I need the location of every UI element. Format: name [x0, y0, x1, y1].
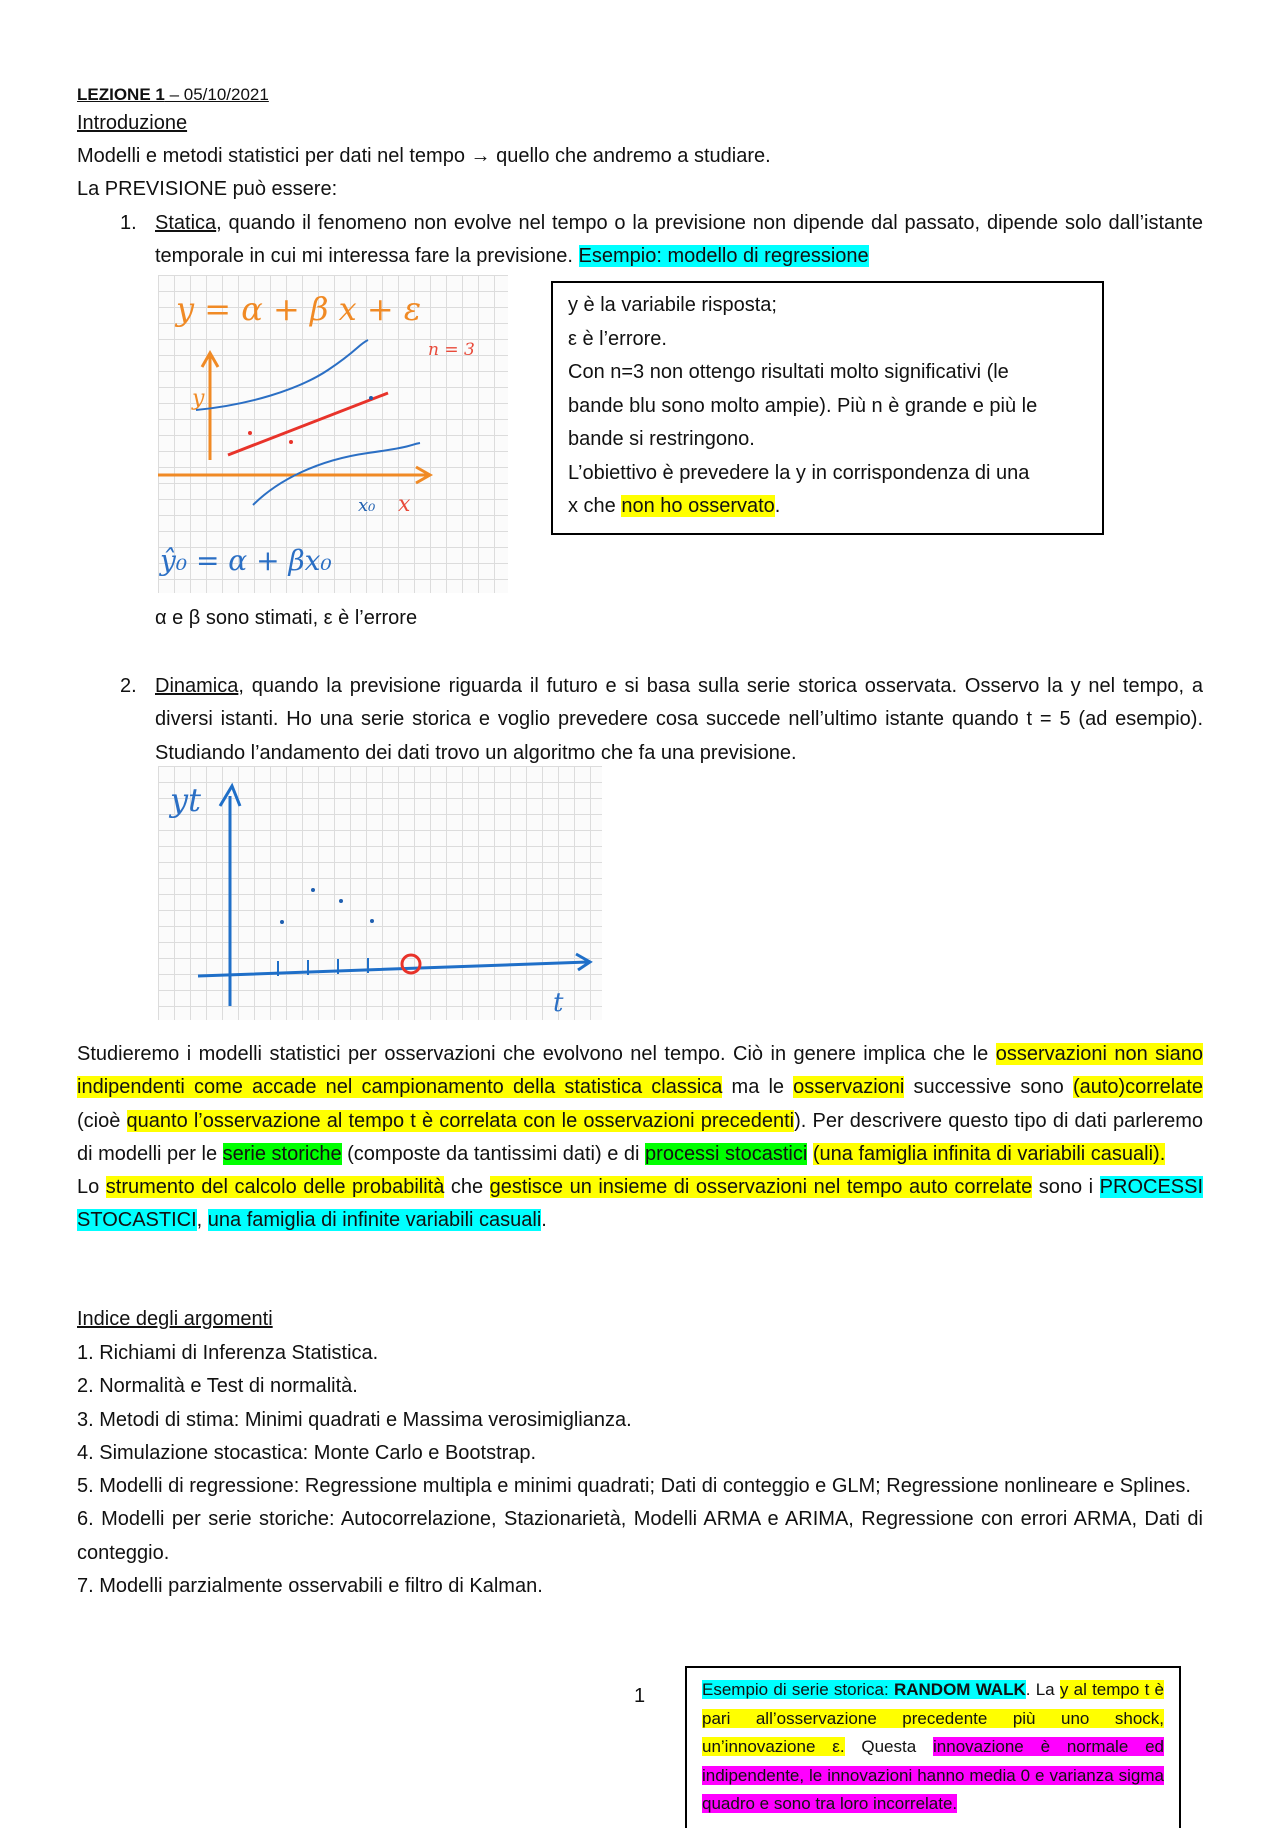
- study-text: Lo: [77, 1176, 106, 1199]
- estimate-formula: ŷ₀ = α + βx₀: [160, 544, 332, 577]
- note-text: x che: [568, 495, 622, 517]
- study-text: Studieremo i modelli statistici per osservazioni che evolvono nel tempo. Ciò in genere implica che le: [77, 1043, 996, 1065]
- item-1-text: , quando il fenomeno non evolve nel tempo o la previsione non dipende dal passato, dipende solo dall’istante temporale in cui mi interessa fare la previsione.: [155, 212, 1203, 268]
- observation-point: [339, 899, 343, 903]
- index-item: 3. Metodi di stima: Minimi quadrati e Massima verosimiglianza.: [77, 1408, 632, 1431]
- study-highlight: una famiglia di infinite variabili casuali: [207, 1209, 542, 1232]
- upper-band: [196, 340, 368, 410]
- study-highlight: quanto l’osservazione al tempo t è correlata con le osservazioni precedenti: [126, 1109, 795, 1132]
- note-line: bande si restringono.: [568, 428, 755, 450]
- intro-line-2: La PREVISIONE può essere:: [77, 178, 338, 200]
- data-point: [369, 396, 373, 400]
- item-2-paragraph: [155, 670, 1203, 770]
- note-text: . La: [1025, 1680, 1060, 1699]
- study-text: (composte da tantissimi dati) e di: [341, 1142, 646, 1165]
- t-axis: [198, 954, 590, 976]
- note-line: Con n=3 non ottengo risultati molto significativi (le: [568, 361, 1009, 383]
- random-walk-note: [702, 1676, 1164, 1819]
- observation-point: [311, 888, 315, 892]
- figure-1-caption: α e β sono stimati, ε è l’errore: [155, 607, 418, 629]
- axis-y-label: y: [192, 386, 205, 411]
- observation-point: [370, 919, 374, 923]
- axis-t-label: t: [553, 988, 564, 1018]
- study-paragraph: [77, 1038, 1203, 1238]
- note-box-random-walk: [685, 1666, 1181, 1828]
- data-point: [289, 440, 293, 444]
- note-highlight: innovazione è normale ed indipendente, le innovazioni hanno media 0 e varianza sigma quadro e sono tra loro incorrelate.: [702, 1737, 1164, 1813]
- time-series-sketch-drawing: [158, 766, 602, 1020]
- section-title: Introduzione: [77, 112, 188, 134]
- yt-axis: [220, 786, 240, 1006]
- lesson-date: – 05/10/2021: [164, 85, 269, 104]
- index-title: Indice degli argomenti: [77, 1308, 273, 1330]
- note-highlight: RANDOM WALK: [893, 1680, 1026, 1699]
- note-line: [568, 490, 780, 523]
- index-item: 1. Richiami di Inferenza Statistica.: [77, 1342, 379, 1364]
- study-text: successive sono: [904, 1076, 1073, 1099]
- regression-sketch: [158, 275, 508, 593]
- item-1-number: 1.: [120, 212, 137, 234]
- lesson-label: LEZIONE 1: [77, 85, 165, 104]
- index-item: 2. Normalità e Test di normalità.: [77, 1375, 358, 1398]
- study-highlight: (una famiglia infinita di variabili casuali).: [812, 1142, 1166, 1165]
- time-series-sketch: [158, 766, 602, 1020]
- regression-formula: y = α + β x + ε: [176, 290, 422, 328]
- data-point: [248, 431, 252, 435]
- item-2-keyword: Dinamica: [155, 675, 239, 697]
- study-highlight: osservazioni: [793, 1076, 905, 1099]
- study-highlight: strumento del calcolo delle probabilità: [105, 1176, 445, 1199]
- index-item: 4. Simulazione stocastica: Monte Carlo e Bootstrap.: [77, 1441, 537, 1464]
- study-highlight: gestisce un insieme di osservazioni nel tempo auto correlate: [489, 1176, 1033, 1199]
- item-2-text: , quando la previsione riguarda il futuro e si basa sulla serie storica osservata. Osservo la y nel tempo, a diversi istanti. Ho una serie storica e voglio prevedere cosa succede nell’ultimo istante quando t = 5 (ad esempio). Studiando l’andamento dei dati trovo un algoritmo che fa una previsione.: [155, 675, 1203, 764]
- regression-sketch-drawing: [158, 275, 508, 593]
- note-line: ε è l’errore.: [568, 328, 667, 350]
- observation-point: [280, 920, 284, 924]
- study-text: ). Per descrivere questo tipo di dati parleremo di modelli per le: [77, 1109, 1203, 1165]
- study-text: ma le: [722, 1076, 794, 1099]
- x0-label: x₀: [358, 495, 376, 516]
- item-1-paragraph: [155, 207, 1203, 274]
- study-highlight: osservazioni non siano indipendenti come accade nel campionamento della statistica classica: [77, 1043, 1203, 1099]
- study-highlight: serie storiche: [222, 1142, 342, 1165]
- study-highlight: PROCESSI STOCASTICI: [77, 1176, 1204, 1232]
- study-text: ,: [196, 1209, 208, 1232]
- note-highlight: non ho osservato: [621, 495, 775, 517]
- study-text: .: [541, 1209, 547, 1232]
- note-line: bande blu sono molto ampie). Più n è grande e più le: [568, 395, 1038, 417]
- note-text: .: [774, 495, 781, 517]
- axis-yt-label: yt: [170, 781, 201, 819]
- regression-line: [228, 393, 388, 455]
- sample-size-label: n = 3: [428, 340, 475, 360]
- index-item: 6. Modelli per serie storiche: Autocorrelazione, Stazionarietà, Modelli ARMA e ARIMA, Regressione con errori ARMA, Dati di conteggio.: [77, 1508, 1203, 1564]
- index-list: [77, 1337, 1203, 1603]
- note-highlight: y al tempo t è pari all’osservazione precedente più uno shock, un’innovazione ε.: [702, 1680, 1164, 1756]
- study-highlight: (auto)correlate: [1072, 1076, 1203, 1099]
- page-number: 1: [634, 1685, 646, 1707]
- study-highlight: processi stocastici: [645, 1142, 808, 1165]
- item-1-keyword: Statica: [155, 212, 217, 234]
- index-item: 7. Modelli parzialmente osservabili e filtro di Kalman.: [77, 1575, 543, 1598]
- forecast-point-circle: [402, 955, 420, 973]
- index-item: 5. Modelli di regressione: Regressione multipla e minimi quadrati; Dati di conteggio e GLM; Regressione nonlineare e Splines.: [77, 1475, 1191, 1498]
- axis-x-label: x: [398, 492, 411, 517]
- item-2-number: 2.: [120, 675, 137, 697]
- note-line: L’obiettivo è prevedere la y in corrispondenza di una: [568, 462, 1030, 484]
- intro-line-1: Modelli e metodi statistici per dati nel tempo → quello che andremo a studiare.: [77, 145, 771, 167]
- study-text: che: [444, 1176, 490, 1199]
- note-text: Questa: [844, 1737, 934, 1756]
- study-text: (cioè: [77, 1109, 127, 1132]
- study-text: sono i: [1032, 1176, 1100, 1199]
- item-1-example: Esempio: modello di regressione: [578, 245, 869, 268]
- note-box-regression: [551, 281, 1104, 535]
- note-highlight: Esempio di serie storica:: [702, 1680, 894, 1699]
- note-line: y è la variabile risposta;: [568, 294, 777, 316]
